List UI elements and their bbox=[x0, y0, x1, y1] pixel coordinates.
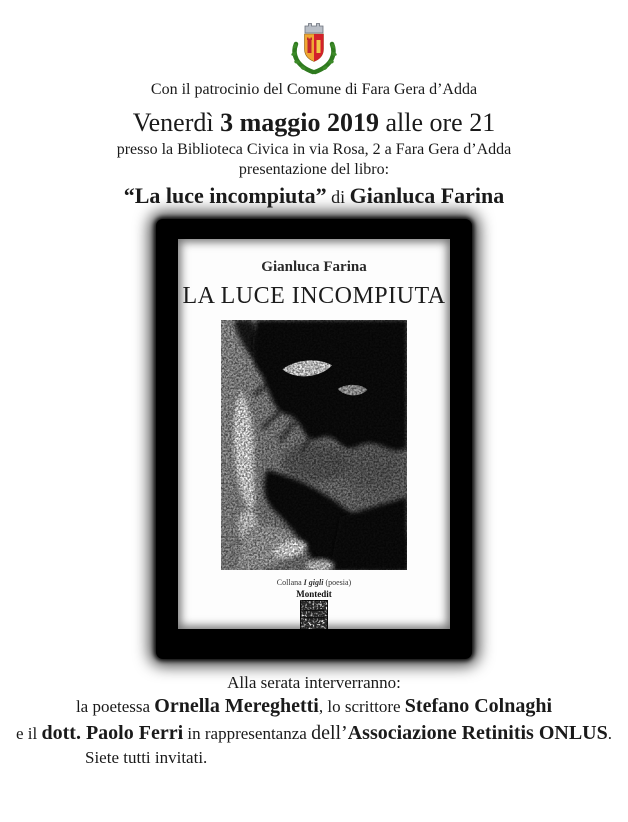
crest-tower-gold bbox=[317, 40, 321, 53]
book-author: Gianluca Farina bbox=[349, 183, 505, 209]
footer-intro: Alla serata interverranno: bbox=[227, 672, 401, 692]
venue-line: presso la Biblioteca Civica in via Rosa, 2 a Fara Gera d’Adda bbox=[116, 140, 512, 158]
speaker-name-writer: Stefano Colnaghi bbox=[404, 695, 553, 718]
cover-title: LA LUCE INCOMPIUTA bbox=[182, 282, 446, 309]
book-title-connector: di bbox=[326, 187, 350, 208]
publisher-name: Montedit bbox=[296, 588, 332, 599]
representative-end: . bbox=[607, 724, 612, 744]
event-day: Venerdì bbox=[132, 108, 221, 138]
speaker-name-poet: Ornella Mereghetti bbox=[154, 695, 319, 718]
presentation-intro-line: presentazione del libro: bbox=[238, 161, 390, 179]
association-name: Associazione Retinitis ONLUS bbox=[347, 722, 608, 745]
series-name: I gigli bbox=[303, 577, 324, 587]
footer-credits bbox=[0, 672, 628, 768]
book-cover-photo bbox=[156, 219, 472, 659]
series-prefix: Collana bbox=[276, 577, 304, 587]
book-title-quoted: “La luce incompiuta” bbox=[123, 183, 327, 209]
comune-crest-icon bbox=[283, 22, 345, 76]
series-line bbox=[178, 578, 450, 587]
series-suffix: (poesia) bbox=[323, 577, 352, 587]
representative-name: dott. Paolo Ferri bbox=[41, 722, 184, 745]
flyer-page bbox=[0, 22, 628, 822]
representative-dell: dell’ bbox=[311, 722, 348, 745]
book-title-line bbox=[0, 182, 628, 211]
speakers-pre: la poetessa bbox=[75, 697, 155, 717]
cover-face-image bbox=[221, 320, 407, 570]
crest-tower-red bbox=[307, 38, 312, 54]
representative-line bbox=[0, 720, 628, 747]
speakers-mid: , lo scrittore bbox=[318, 697, 405, 717]
crest-crown bbox=[305, 24, 323, 34]
publisher-logo-icon bbox=[300, 600, 328, 629]
event-date-bold: 3 maggio 2019 bbox=[220, 108, 379, 138]
representative-mid: in rappresentanza bbox=[183, 724, 312, 744]
patronage-text: Con il patrocinio del Comune di Fara Gera d’Adda bbox=[150, 81, 478, 98]
speakers-line bbox=[0, 693, 628, 720]
cover-author: Gianluca Farina bbox=[261, 258, 367, 275]
representative-pre: e il bbox=[16, 724, 42, 744]
closing-line: Siete tutti invitati. bbox=[85, 748, 208, 768]
event-time: alle ore 21 bbox=[379, 108, 496, 138]
book-cover bbox=[178, 239, 450, 629]
event-date-line bbox=[0, 107, 628, 140]
